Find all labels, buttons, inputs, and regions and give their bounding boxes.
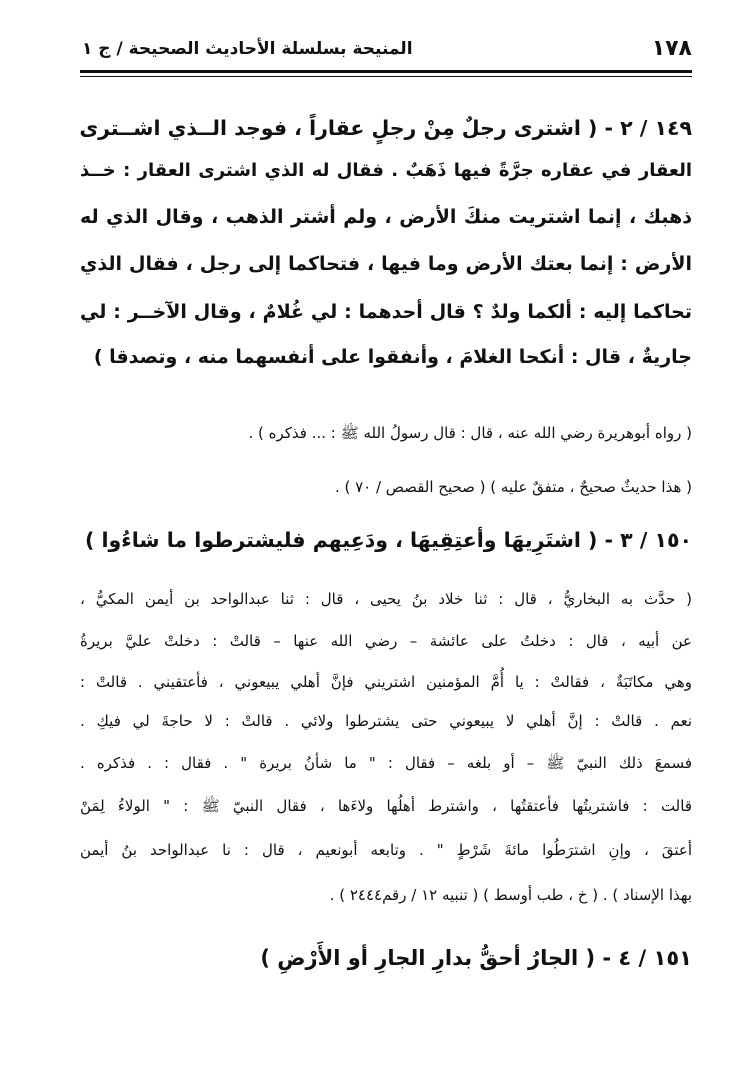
hadith-150-line-2: عن أبيه ، قال : دخلتُ على عائشة – رضي الله عنها – قالتْ : دخلتْ عليَّ بريرةُ bbox=[80, 632, 692, 650]
hadith-149-narration: ( رواه أبوهريرة رضي الله عنه ، قال : قال رسولُ الله ﷺ : ... فذكره ) . bbox=[248, 424, 692, 442]
hadith-150-line-1: ( حدَّث به البخاريُّ ، قال : ثنا خلاد بنُ يحيى ، قال : ثنا عبدالواحد بن أيمن المكيُّ ، bbox=[80, 590, 692, 608]
hadith-150-line-5: فسمعَ ذلك النبيّ ﷺ – أو بلغه – فقال : " ما شأنُ بريرة " . فقال : . فذكره . bbox=[80, 754, 692, 772]
hadith-149-line-4: الأرض : إنما بعتك الأرض وما فيها ، فتحاكما إلى رجل ، فقال الذي bbox=[80, 253, 692, 275]
hadith-150-line-3: وهي مكاتَبَةٌ ، فقالتْ : يا أُمَّ المؤمنين اشتريني فإنَّ أهلي يبيعوني ، فأعتقيني . قالتْ : bbox=[80, 673, 692, 691]
hadith-149-line-2: العقار في عقاره جرَّةً فيها ذَهَبٌ . فقال له الذي اشترى العقار : خــذ bbox=[80, 160, 692, 181]
header-rule-thick bbox=[80, 70, 692, 73]
hadith-149-line-1: ١٤٩ / ٢ - ( اشترى رجلٌ مِنْ رجلٍ عقاراً ، فوجد الــذي اشــترى bbox=[79, 116, 692, 140]
hadith-150-heading: ١٥٠ / ٣ - ( اشتَرِيهَا وأعتِقِيهَا ، ودَعِيهم فليشترطوا ما شاءُوا ) bbox=[84, 528, 692, 552]
hadith-149-line-6: جاريةٌ ، قال : أنكحا الغلامَ ، وأنفقوا على أنفسهما منه ، وتصدقا ) bbox=[93, 346, 692, 368]
page-header bbox=[82, 36, 692, 70]
hadith-151-heading: ١٥١ / ٤ - ( الجارُ أحقُّ بدارِ الجارِ أو الأَرْضِ ) bbox=[260, 946, 692, 970]
hadith-150-line-7: أعتقَ ، وإنِ اشترَطُوا مائةَ شَرْطٍ " . وتابعه أبونعيم ، قال : نا عبدالواحد بنُ أيمن bbox=[80, 841, 692, 859]
header-rule-thin bbox=[80, 76, 692, 77]
running-title: المنيحة بسلسلة الأحاديث الصحيحة / ج ١ bbox=[82, 39, 413, 59]
page-number: ١٧٨ bbox=[651, 36, 692, 61]
hadith-150-line-8: بهذا الإسناد ) . ( خ ، طب أوسط ) ( تنبيه ١٢ / رقم٢٤٤٤ ) . bbox=[329, 886, 692, 904]
hadith-149-grading: ( هذا حديثٌ صحيحٌ ، متفقٌ عليه ) ( صحيح القصص / ٧٠ ) . bbox=[334, 478, 692, 496]
hadith-149-line-5: تحاكما إليه : ألكما ولدٌ ؟ قال أحدهما : لي غُلامٌ ، وقال الآخــر : لي bbox=[80, 301, 692, 323]
hadith-150-line-4: نعم . قالتْ : إنَّ أهلي لا يبيعوني حتى يشترطوا ولائي . قالتْ : لا حاجةَ لي فيكِ . bbox=[80, 712, 692, 730]
hadith-150-line-6: قالت : فاشتريتُها فأعتقتُها ، واشترط أهلُها ولاءَها ، فقال النبيّ ﷺ : " الولاءُ لِمَنْ bbox=[80, 797, 692, 815]
hadith-149-line-3: ذهبك ، إنما اشتريت منكَ الأرض ، ولم أشتر الذهب ، وقال الذي له bbox=[80, 206, 692, 228]
